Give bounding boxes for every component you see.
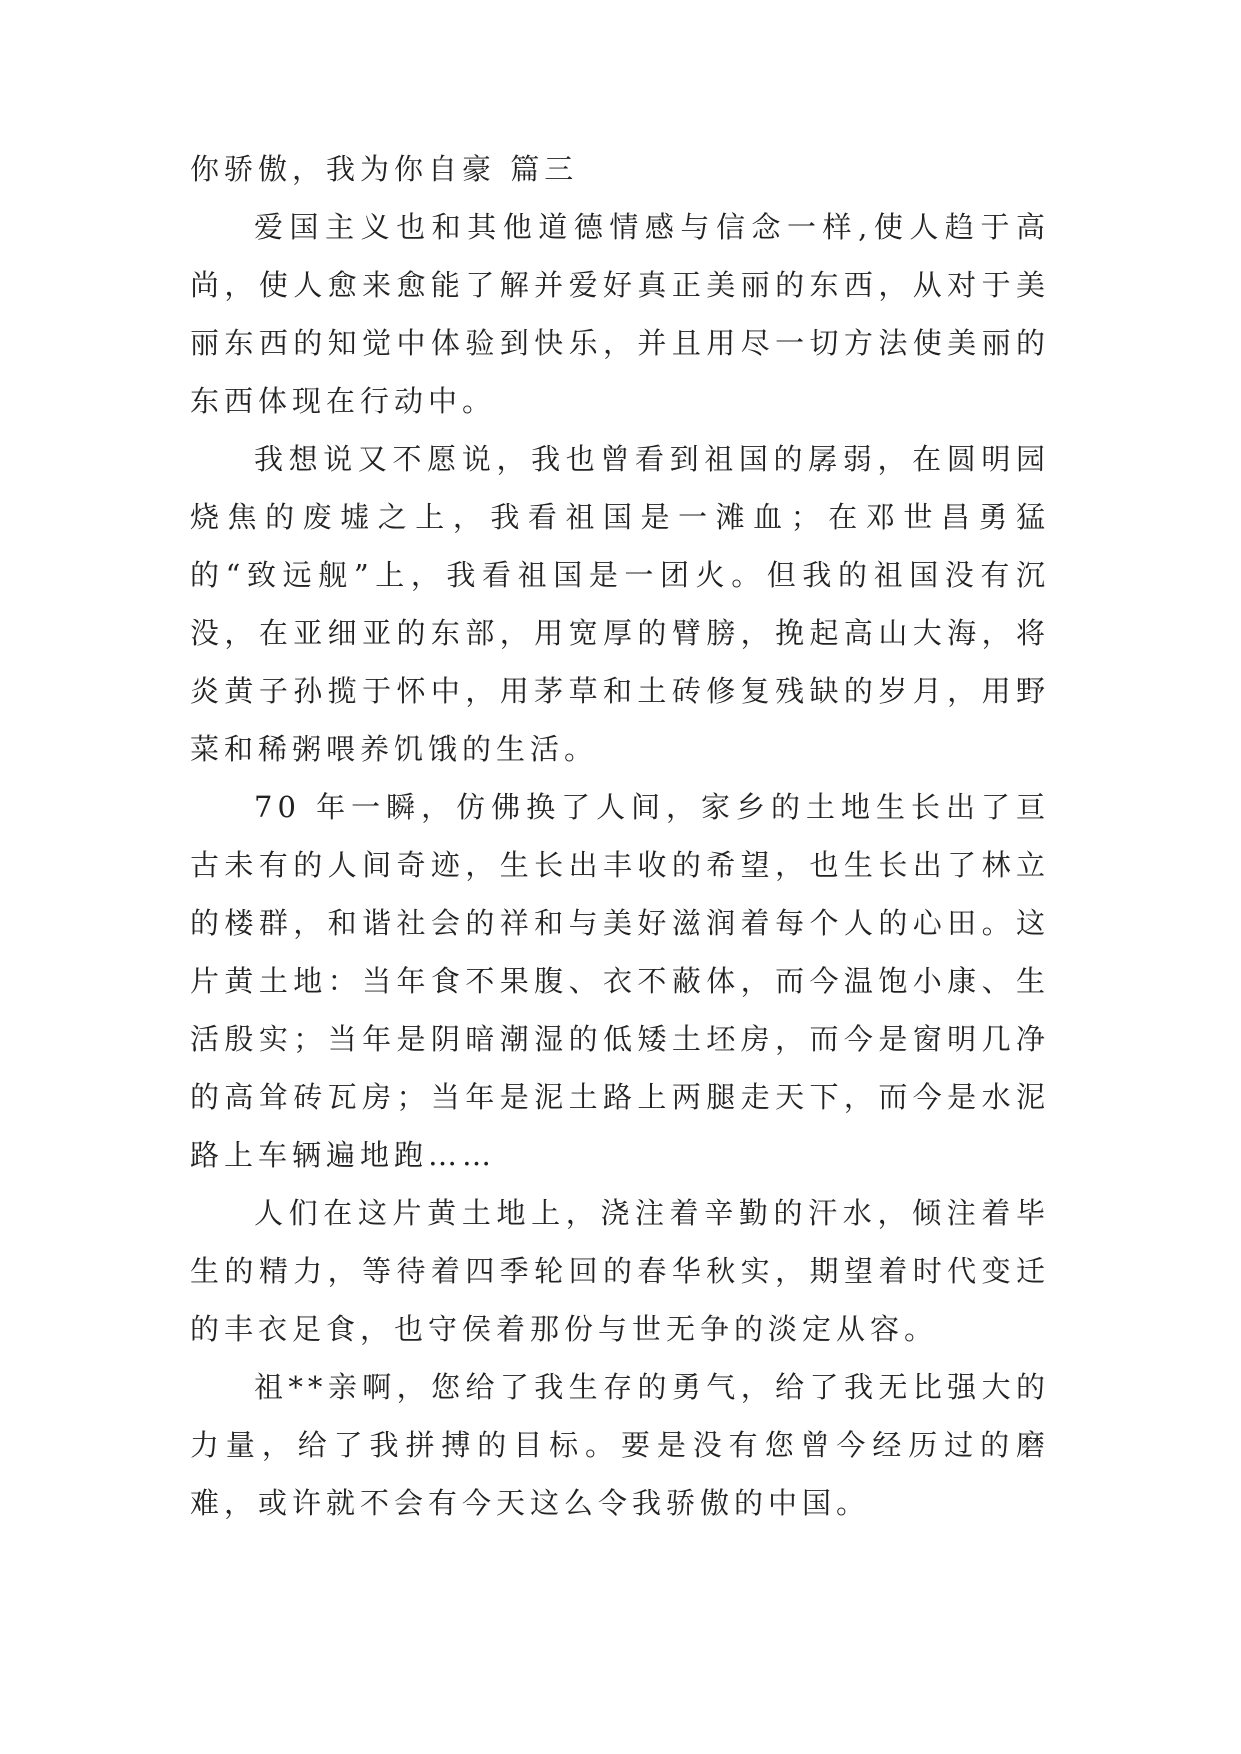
document-body bbox=[190, 140, 1050, 1532]
paragraph-4: 人们在这片黄土地上，浇注着辛勤的汗水，倾注着毕生的精力，等待着四季轮回的春华秋实，期望着时代变迁的丰衣足食，也守侯着那份与世无争的淡定从容。 bbox=[190, 1196, 1050, 1346]
paragraph-2: 我想说又不愿说，我也曾看到祖国的孱弱，在圆明园烧焦的废墟之上，我看祖国是一滩血；在邓世昌勇猛的“致远舰”上，我看祖国是一团火。但我的祖国没有沉没，在亚细亚的东部，用宽厚的臂膀，挽起高山大海，将炎黄子孙揽于怀中，用茅草和土砖修复残缺的岁月，用野菜和稀粥喂养饥饿的生活。 bbox=[190, 442, 1050, 766]
paragraph-5: 祖**亲啊，您给了我生存的勇气，给了我无比强大的力量，给了我拼搏的目标。要是没有您曾今经历过的磨难，或许就不会有今天这么令我骄傲的中国。 bbox=[190, 1370, 1050, 1520]
paragraph-1: 爱国主义也和其他道德情感与信念一样,使人趋于高尚，使人愈来愈能了解并爱好真正美丽的东西，从对于美丽东西的知觉中体验到快乐，并且用尽一切方法使美丽的东西体现在行动中。 bbox=[190, 210, 1050, 418]
paragraph-3: 70 年一瞬，仿佛换了人间，家乡的土地生长出了亘古未有的人间奇迹，生长出丰收的希望，也生长出了林立的楼群，和谐社会的祥和与美好滋润着每个人的心田。这片黄土地：当年食不果腹、衣不蔽体，而今温饱小康、生活殷实；当年是阴暗潮湿的低矮土坯房，而今是窗明几净的高耸砖瓦房；当年是泥土路上两腿走天下，而今是水泥路上车辆遍地跑…… bbox=[190, 790, 1050, 1172]
section-heading: 你骄傲，我为你自豪 篇三 bbox=[190, 152, 579, 186]
